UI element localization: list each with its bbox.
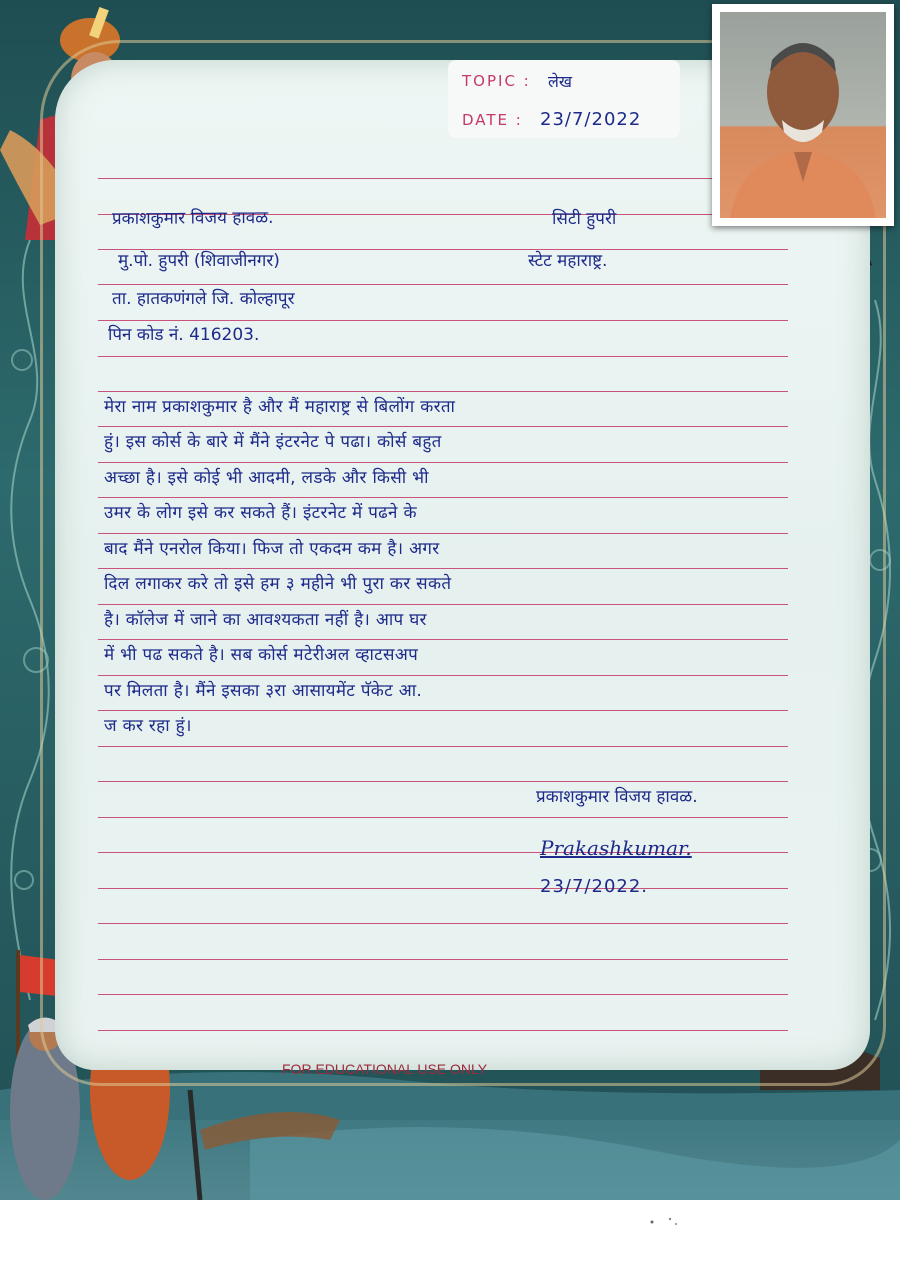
ruled-line — [98, 710, 788, 711]
photo-image — [720, 12, 886, 218]
ruled-line — [98, 533, 788, 534]
ruled-line — [98, 604, 788, 605]
topic-label: TOPIC : — [462, 72, 531, 90]
signature-date: 23/7/2022. — [540, 876, 649, 897]
ruled-line — [98, 675, 788, 676]
ruled-line — [98, 639, 788, 640]
left-swirl-decoration — [0, 240, 60, 1000]
portrait-figure — [720, 12, 886, 218]
ruled-line — [98, 462, 788, 463]
ruled-line — [98, 888, 788, 889]
ruled-line — [98, 178, 788, 179]
ruled-line — [98, 568, 788, 569]
address-line-1: प्रकाशकुमार विजय हावळ. — [111, 207, 274, 229]
body-line: अच्छा है। इसे कोई भी आदमी, लडके और किसी भी — [104, 468, 429, 488]
body-line: बाद मैंने एनरोल किया। फिज तो एकदम कम है। अगर — [104, 539, 440, 559]
ruled-line — [98, 497, 788, 498]
ruled-line — [98, 284, 788, 285]
ruled-line — [98, 426, 788, 427]
signature-sign: Prakashkumar. — [540, 836, 692, 860]
address-line-2: मु.पो. हुपरी (शिवाजीनगर) — [118, 251, 280, 271]
signature-name: प्रकाशकुमार विजय हावळ. — [536, 787, 698, 807]
city-line: सिटी हुपरी — [552, 209, 617, 229]
ruled-line — [98, 923, 788, 924]
educational-use-note: FOR EDUCATIONAL USE ONLY — [282, 1061, 488, 1077]
ruled-line — [98, 781, 788, 782]
author-photo — [712, 4, 894, 226]
body-line: है। कॉलेज में जाने का आवश्यकता नहीं है। आप घर — [104, 610, 427, 630]
date-label: DATE : — [462, 111, 523, 129]
address-line-3: ता. हातकणंगले जि. कोल्हापूर — [112, 289, 295, 309]
body-line: दिल लगाकर करे तो इसे हम ३ महीने भी पुरा कर सकते — [104, 574, 452, 594]
ruled-line — [98, 746, 788, 747]
body-line: पर मिलता है। मैंने इसका ३रा आसायमेंट पॅकेट आ. — [104, 681, 423, 701]
ruled-line — [98, 1030, 788, 1031]
ruled-line — [98, 356, 788, 357]
date-value: 23/7/2022 — [540, 109, 642, 130]
ruled-line — [98, 817, 788, 818]
ruled-line — [98, 994, 788, 995]
ruled-line — [98, 391, 788, 392]
body-line: मेरा नाम प्रकाशकुमार है और मैं महाराष्ट्र से बिलोंग करता — [104, 397, 456, 417]
address-line-4: पिन कोड नं. 416203. — [108, 325, 260, 345]
scan-specks — [600, 1210, 720, 1240]
topic-value: लेख — [548, 72, 572, 91]
ruled-line — [98, 959, 788, 960]
body-line: हुं। इस कोर्स के बारे में मैंने इंटरनेट पे पढा। कोर्स बहुत — [104, 432, 442, 452]
ruled-line — [98, 320, 788, 321]
body-line: उमर के लोग इसे कर सकते हैं। इंटरनेट में पढने के — [104, 503, 417, 523]
body-line: में भी पढ सकते है। सब कोर्स मटेरीअल व्हाटसअप — [104, 645, 419, 665]
body-line: ज कर रहा हुं। — [104, 716, 192, 736]
state-line: स्टेट महाराष्ट्र. — [528, 251, 608, 271]
